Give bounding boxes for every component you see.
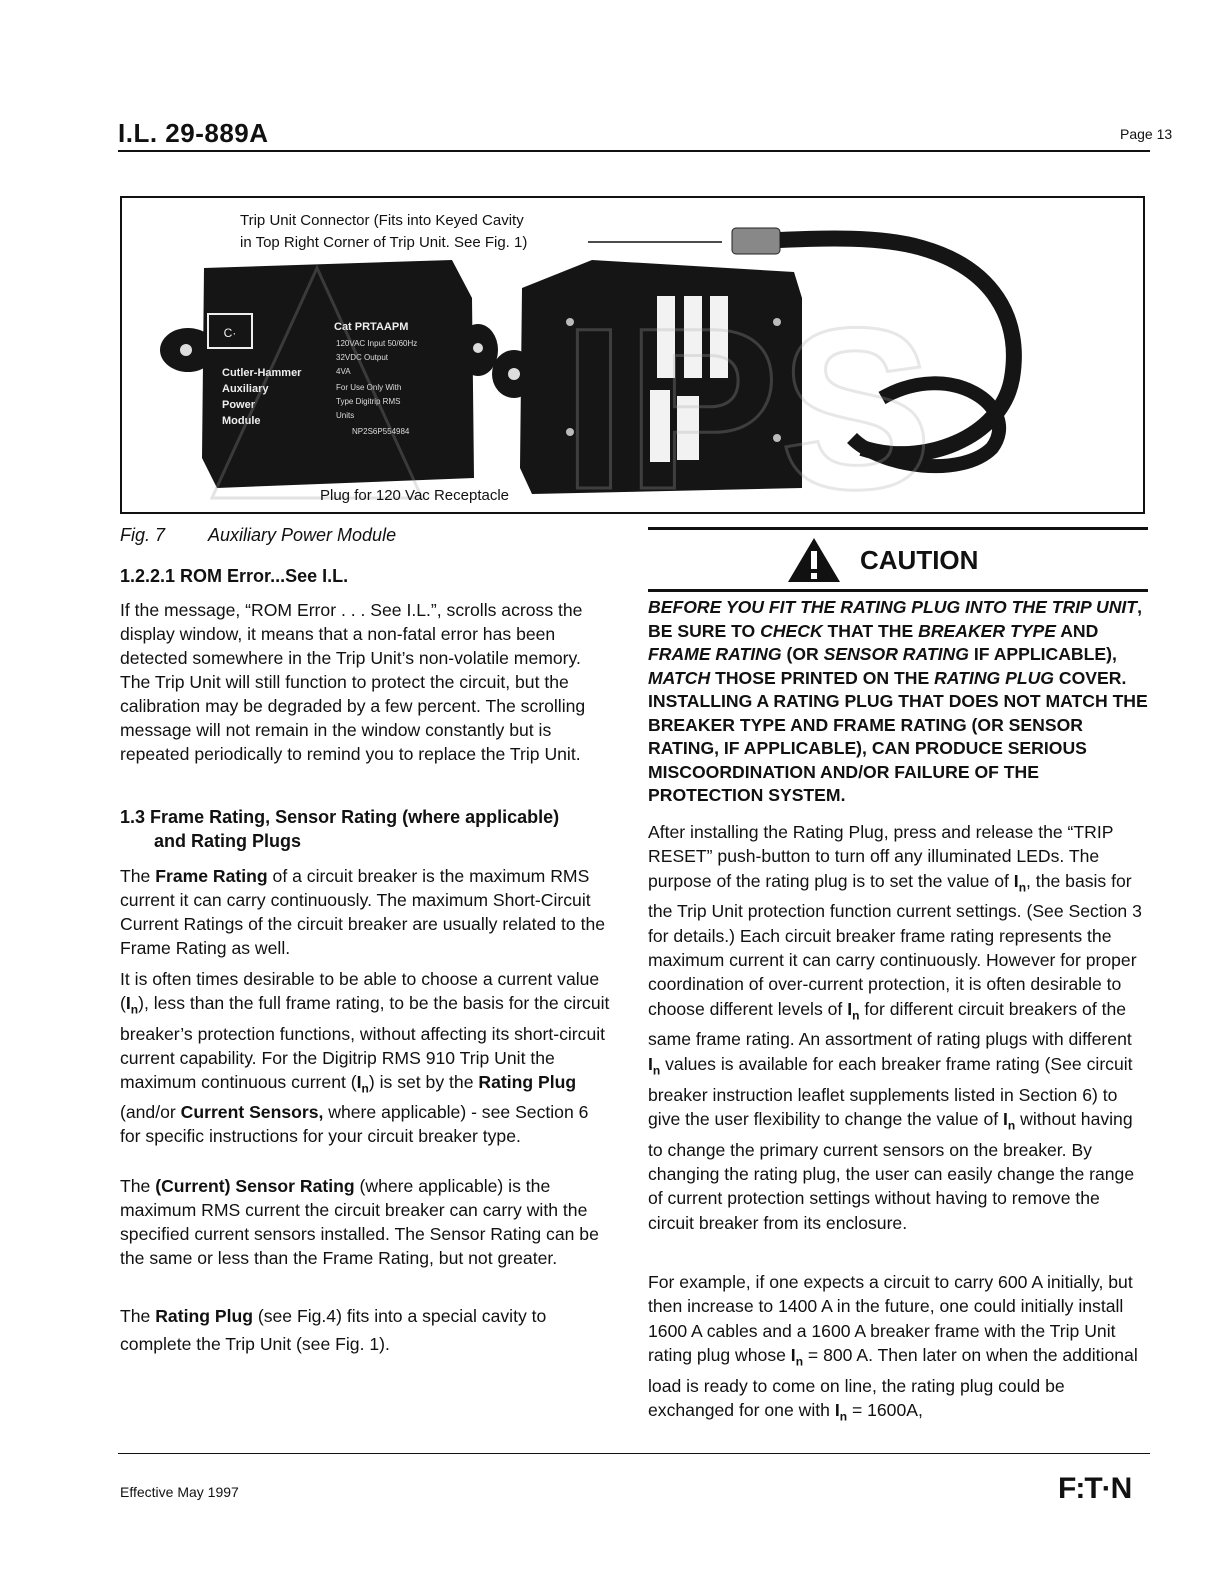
figure-caption: [120, 525, 396, 546]
brand-logo-mark: C·: [223, 326, 237, 340]
watermark-text: IPS: [562, 280, 933, 512]
module-brand-line: Module: [222, 415, 261, 427]
module-spec-line: For Use Only With: [336, 383, 402, 392]
module-spec-line: Type Digitrip RMS: [336, 397, 401, 406]
figure-caption-text: Auxiliary Power Module: [208, 525, 397, 545]
module-brand-line: Cutler-Hammer: [222, 367, 302, 379]
frame-rating-paragraph: The Frame Rating of a circuit breaker is the maximum RMS current it can carry continuously. The maximum Short-Circuit Current Ratings of the circuit breaker are usually related to the Frame Rating as well.: [120, 866, 606, 958]
figure-number: Fig. 7: [120, 525, 166, 545]
mounting-hole-icon: [508, 368, 520, 380]
eaton-logo-text: F:T·N: [1058, 1472, 1132, 1504]
current-value-paragraph: It is often times desirable to be able to choose a current value $(I_n)$, less than the full frame rating, to be the basis for the circuit breaker’s protection functions, without affecting its short-circuit current capability. For the Digitrip RMS 910 Trip Unit the maximum continuous current $(I_n)$ is set by the Rating Plug (and/or Current Sensors, where applicable) - see Section 6 for specific instructions for your circuit breaker type.: [120, 969, 610, 1147]
section-number: 1.3: [120, 807, 146, 827]
module-spec-line: 4VA: [336, 367, 351, 376]
rom-error-paragraph: If the message, “ROM Error . . . See I.L.”, scrolls across the display window, it means that a non-fatal error has been detected somewhere in the Trip Unit’s non-volatile memory. The Trip Unit will still function to protect the circuit, but the calibration may be degraded by a few percent. The scrolling message will not remain in the window constantly but is repeated periodically to remind you to replace the Trip Unit.: [120, 600, 586, 764]
section-title-line2: and Rating Plugs: [154, 831, 302, 851]
header-rule: [118, 150, 1150, 152]
section-heading-rom-error: 1.2.2.1 ROM Error...See I.L.: [120, 566, 349, 586]
effective-date: Effective May 1997: [120, 1484, 239, 1500]
module-spec-line: Cat PRTAAPM: [334, 321, 409, 333]
caution-rule-top: [648, 527, 1148, 530]
caution-rule-bottom: [648, 589, 1148, 592]
connector-label-line2: in Top Right Corner of Trip Unit. See Fig. 1): [240, 234, 528, 251]
module-spec-line: 120VAC Input 50/60Hz: [336, 339, 418, 348]
example-paragraph: For example, if one expects a circuit to carry 600 A initially, but then increase to 1400 A in the future, one could initially install 1600 A cables and a 1600 A breaker frame with the Trip Unit rating plug whose $I_n = 800$ A. Then later on when the additional load is ready to come on line, the rating plug could be exchanged for one with $I_n = 1600A$,: [648, 1272, 1138, 1424]
document-id: I.L. 29-889A: [118, 118, 269, 148]
module-part-number: NP2S6P554984: [352, 427, 410, 436]
module-brand-line: Power: [222, 399, 256, 411]
connector-label-line1: Trip Unit Connector (Fits into Keyed Cavity: [240, 212, 524, 229]
module-photo: [122, 198, 1143, 512]
eaton-logo: [1058, 1470, 1152, 1504]
module-spec-line: Units: [336, 411, 355, 420]
footer-rule: [118, 1453, 1150, 1454]
caution-title: CAUTION: [860, 545, 979, 575]
warning-icon: [786, 536, 842, 584]
plug-label: Plug for 120 Vac Receptacle: [320, 487, 510, 504]
mounting-hole-icon: [473, 343, 483, 353]
figure-auxiliary-power-module: [120, 196, 1145, 514]
sensor-rating-paragraph: The (Current) Sensor Rating (where applicable) is the maximum RMS current the circuit breaker can carry with the specified current sensors installed. The Sensor Rating can be the same or less than the Frame Rating, but not greater.: [120, 1176, 599, 1268]
page-number: Page 13: [1120, 126, 1173, 142]
rating-plug-install-paragraph: After installing the Rating Plug, press and release the “TRIP RESET” push-button to turn off any illuminated LEDs. The purpose of the rating plug is to set the value of $I_n$, the basis for the Trip Unit protection function current settings. (See Section 3 for details.) Each circuit breaker frame rating represents the maximum current it can carry continuously. However for proper coordination of over-current protection, it is often desirable to choose different levels of $I_n$ for different circuit breakers of the same frame rating. An assortment of rating plugs with different $I_n$ values is available for each breaker frame rating (See circuit breaker instruction leaflet supplements listed in Section 6) to give the user flexibility to change the value of $I_n$ without having to change the primary current sensors on the breaker. By changing the rating plug, the user can easily change the range of current protection settings without having to remove the circuit breaker from its enclosure.: [648, 822, 1142, 1233]
module-spec-line: 32VDC Output: [336, 353, 389, 362]
caution-text: BEFORE YOU FIT THE RATING PLUG INTO THE TRIP UNIT, BE SURE TO CHECK THAT THE BREAKER TYPE AND FRAME RATING (OR SENSOR RATING IF APPLICABLE), MATCH THOSE PRINTED ON THE RATING PLUG COVER. INSTALLING A RATING PLUG THAT DOES NOT MATCH THE BREAKER TYPE AND FRAME RATING (OR SENSOR RATING, IF APPLICABLE), CAN PRODUCE SERIOUS MISCOORDINATION AND/OR FAILURE OF THE PROTECTION SYSTEM.: [648, 597, 1148, 805]
mounting-hole-icon: [180, 344, 192, 356]
section-title-line1: Frame Rating, Sensor Rating (where applicable): [150, 807, 560, 827]
rating-plug-paragraph: The Rating Plug (see Fig.4) fits into a special cavity to complete the Trip Unit (see Fig. 1).: [120, 1306, 547, 1354]
section-heading-frame-rating: [120, 805, 612, 853]
connector-plug-icon: [732, 228, 780, 254]
module-brand-line: Auxiliary: [222, 383, 269, 395]
